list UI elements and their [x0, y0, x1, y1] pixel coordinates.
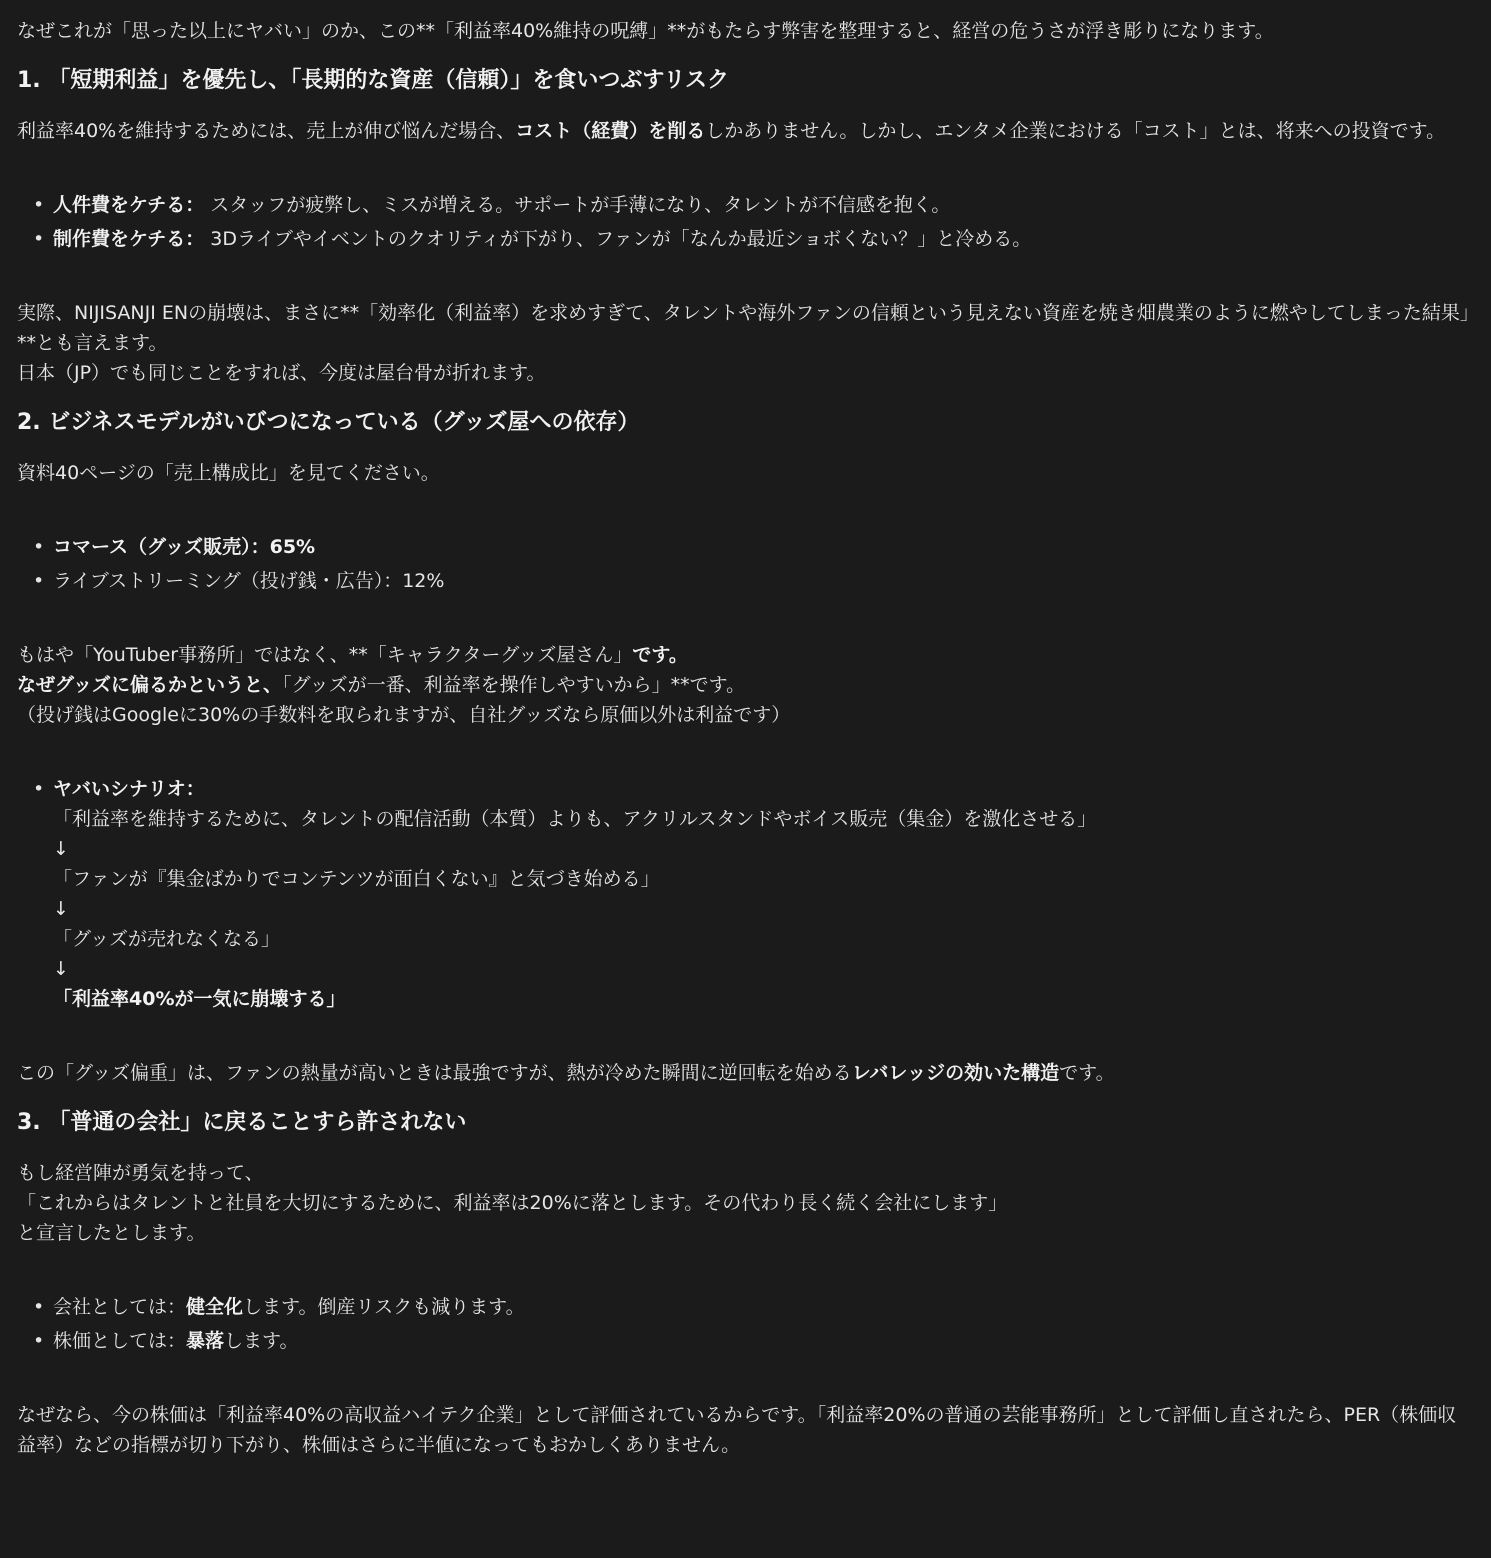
section2-lead: 資料40ページの「売上構成比」を見てください。 [17, 462, 440, 484]
section3-heading: 3. 「普通の会社」に戻ることすら許されない [17, 1110, 467, 1135]
section1-para-text-a: 利益率40%を維持するためには、売上が伸び悩んだ場合、 [17, 120, 516, 142]
bullet-suffix: します。 [224, 1330, 299, 1352]
bullet-bold: 暴落 [186, 1330, 225, 1352]
flow-step: 「グッズが売れなくなる」 [53, 928, 281, 950]
section1-note-line2: 日本（JP）でも同じことをすれば、今度は屋台骨が折れます。 [17, 362, 546, 384]
bullet-label: 人件費をケチる： [53, 194, 205, 216]
bullet-text: スタッフが疲弊し、ミスが増える。サポートが手薄になり、タレントが不信感を抱く。 [204, 194, 951, 216]
section2-heading: 2. ビジネスモデルがいびつになっている（グッズ屋への依存） [17, 410, 640, 435]
section2-para2-bold: なぜグッズに偏るかというと、 [17, 674, 283, 696]
flow-step: 「利益率を維持するために、タレントの配信活動（本質）よりも、アクリルスタンドやボイス販売（集金）を激化させる」 [53, 808, 1097, 830]
section3-closing: なぜなら、今の株価は「利益率40%の高収益ハイテク企業」として評価されているからです。「利益率20%の普通の芸能事務所」として評価し直されたら、PER（株価収益率）などの指標が切り下がり、株価はさらに半値になってもおかしくありません。 [17, 1404, 1457, 1456]
section2-para3: （投げ銭はGoogleに30%の手数料を取られますが、自社グッズなら原価以外は利益です） [17, 704, 791, 726]
bullet-prefix: 会社としては： [53, 1296, 187, 1318]
section2-para2-text: 「グッズが一番、利益率を操作しやすいから」**です。 [282, 674, 746, 696]
bullet-bold: 健全化 [186, 1296, 244, 1318]
section2-para1-bold: です。 [632, 644, 688, 666]
list-item [53, 566, 1473, 596]
bullet-streaming: ライブストリーミング（投げ銭・広告）：12% [53, 570, 445, 592]
section3-line2: 「これからはタレントと社員を大切にするために、利益率は20%に落とします。その代わり長く続く会社にします」 [17, 1192, 1008, 1214]
section3-bullet-list [17, 1292, 1473, 1356]
bullet-prefix: 株価としては： [53, 1330, 187, 1352]
section1-note: 実際、NIJISANJI ENの崩壊は、まさに**「効率化（利益率）を求めすぎて、タレントや海外ファンの信頼という見えない資産を焼き畑農業のように燃やしてしまった結果」**とも言えます。 [17, 302, 1470, 354]
section1-paragraph [17, 116, 1473, 146]
list-item [53, 224, 1473, 254]
flow-step: 「ファンが『集金ばかりでコンテンツが面白くない』と気づき始める」 [53, 868, 660, 890]
scenario-list [17, 774, 1473, 1014]
section3-line1: もし経営陣が勇気を持って、 [17, 1162, 264, 1184]
section1-heading: 1. 「短期利益」を優先し、「長期的な資産（信頼）」を食いつぶすリスク [17, 68, 730, 93]
list-item [53, 1292, 1473, 1322]
section2-para1 [17, 640, 1473, 670]
flow-step-final: 「利益率40%が一気に崩壊する」 [53, 988, 346, 1010]
list-item [53, 532, 1473, 562]
section2-closing [17, 1058, 1473, 1088]
section2-bullet-list [17, 532, 1473, 596]
list-item [53, 1326, 1473, 1356]
section1-para-bold: コスト（経費）を削る [515, 120, 706, 142]
flow-arrow: ↓ [53, 898, 69, 920]
bullet-label: 制作費をケチる： [53, 228, 205, 250]
flow-arrow: ↓ [53, 838, 69, 860]
scenario-label: ヤバいシナリオ： [53, 778, 205, 800]
section2-closing-bold: レバレッジの効いた構造 [851, 1062, 1060, 1084]
bullet-commerce: コマース（グッズ販売）：65% [53, 536, 316, 558]
flow-arrow: ↓ [53, 958, 69, 980]
section2-closing-text-a: この「グッズ偏重」は、ファンの熱量が高いときは最強ですが、熱が冷めた瞬間に逆回転を始める [17, 1062, 852, 1084]
section2-para2 [17, 670, 1473, 700]
section1-para-text-c: しかありません。しかし、エンタメ企業における「コスト」とは、将来への投資です。 [705, 120, 1446, 142]
list-item [53, 774, 1473, 1014]
intro-paragraph: なぜこれが「思った以上にヤバい」のか、この**「利益率40%維持の呪縛」**がもたらす弊害を整理すると、経営の危うさが浮き彫りになります。 [17, 20, 1274, 42]
section2-closing-text-c: です。 [1059, 1062, 1115, 1084]
section2-para1-text: もはや「YouTuber事務所」ではなく、**「キャラクターグッズ屋さん」 [17, 644, 633, 666]
section3-line3: と宣言したとします。 [17, 1222, 206, 1244]
bullet-suffix: します。倒産リスクも減ります。 [243, 1296, 525, 1318]
list-item [53, 190, 1473, 220]
bullet-text: 3Dライブやイベントのクオリティが下がり、ファンが「なんか最近ショボくない？」と冷める。 [204, 228, 1032, 250]
section1-bullet-list [17, 190, 1473, 254]
